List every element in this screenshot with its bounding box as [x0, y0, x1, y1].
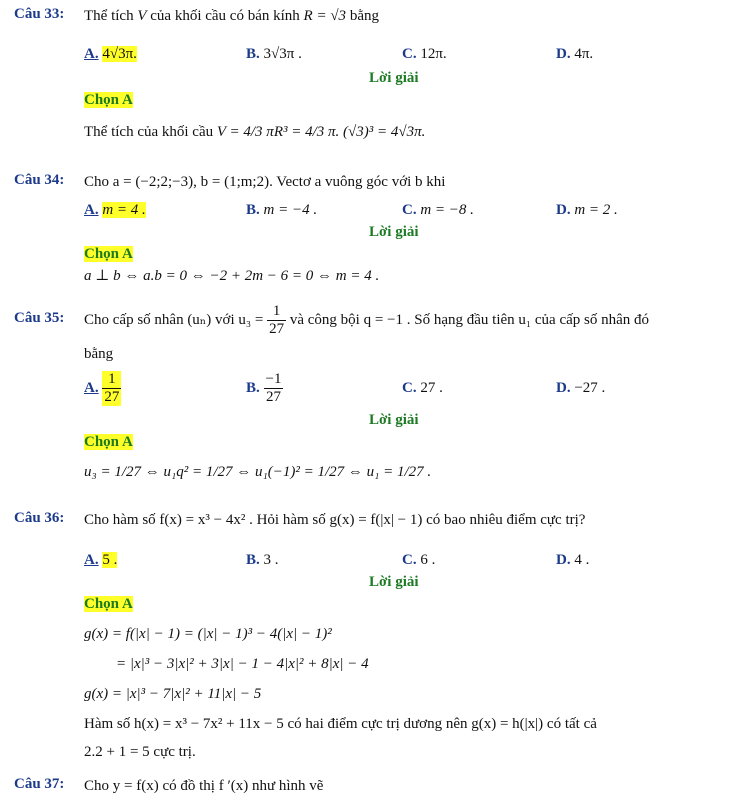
q36-solution-line-3: g(x) = |x|³ − 7|x|² + 11|x| − 5: [84, 686, 262, 702]
q35-answer: Chọn A: [84, 434, 133, 450]
question-35-stem: Cho cấp số nhân (uₙ) với u₃ = $\frac{1}{27}$ và công bội q = −1 . Số hạng đầu tiên u₁ của cấp số nhân đó: [84, 303, 650, 338]
question-35-stem-cont: bằng: [84, 346, 114, 362]
q33-option-c[interactable]: C. 12π.: [402, 46, 447, 62]
question-35-label: Câu 35:: [14, 310, 65, 326]
q34-solution-heading: Lời giải: [369, 224, 419, 240]
q33-option-a[interactable]: A. 4√3π.: [84, 46, 137, 62]
q34-option-c[interactable]: C. m = −8 .: [402, 202, 474, 218]
q35-option-b[interactable]: B. $\frac{-1}{27}$: [246, 371, 282, 406]
q35-solution-heading: Lời giải: [369, 412, 419, 428]
q34-solution-formula: a ⊥ b ⇔ a.b = 0 ⇔ −2 + 2m − 6 = 0 ⇔ m = 4 .: [84, 268, 380, 284]
q35-option-d[interactable]: D. −27 .: [556, 380, 606, 396]
q36-solution-line-4: Hàm số h(x) = x³ − 7x² + 11x − 5 có hai điểm cực trị dương nên g(x) = h(|x|) có tất cả: [84, 716, 597, 732]
q33-option-b[interactable]: B. 3√3π .: [246, 46, 302, 62]
q36-solution-line-5: 2.2 + 1 = 5 cực trị.: [84, 744, 196, 760]
q34-answer: Chọn A: [84, 246, 133, 262]
q34-option-a[interactable]: A. m = 4 .: [84, 202, 146, 218]
q34-option-b[interactable]: B. m = −4 .: [246, 202, 318, 218]
q36-solution-heading: Lời giải: [369, 574, 419, 590]
q35-stem-fraction: $\frac{1}{27}$: [269, 303, 285, 338]
q35-option-a[interactable]: A. $\frac{1}{27}$: [84, 371, 120, 406]
q34-option-d[interactable]: D. m = 2 .: [556, 202, 618, 218]
question-36-stem: Cho hàm số f(x) = x³ − 4x² . Hỏi hàm số g(x) = f(|x| − 1) có bao nhiêu điểm cực trị?: [84, 512, 586, 528]
question-33-label: Câu 33:: [14, 6, 65, 22]
question-36-label: Câu 36:: [14, 510, 65, 526]
question-37-label: Câu 37:: [14, 776, 65, 792]
q36-solution-line-2: = |x|³ − 3|x|² + 3|x| − 1 − 4|x|² + 8|x| − 4: [116, 656, 369, 672]
q33-solution-heading: Lời giải: [369, 70, 419, 86]
q33-option-d[interactable]: D. 4π.: [556, 46, 594, 62]
q33-answer: Chọn A: [84, 92, 133, 108]
q36-solution-line-1: g(x) = f(|x| − 1) = (|x| − 1)³ − 4(|x| − 1)²: [84, 626, 332, 642]
question-34-label: Câu 34:: [14, 172, 65, 188]
q36-option-c[interactable]: C. 6 .: [402, 552, 436, 568]
q36-option-a[interactable]: A. 5 .: [84, 552, 118, 568]
q36-option-d[interactable]: D. 4 .: [556, 552, 590, 568]
q33-solution-text: Thể tích của khối cầu V = 4/3 πR³ = 4/3 π. (√3)³ = 4√3π.: [84, 124, 426, 140]
question-33-stem: Thể tích V của khối cầu có bán kính R = √3 bằng: [84, 8, 379, 24]
question-37-stem: Cho y = f(x) có đồ thị f ′(x) như hình vẽ: [84, 778, 324, 794]
q36-option-b[interactable]: B. 3 .: [246, 552, 279, 568]
question-34-stem: Cho a = (−2;2;−3), b = (1;m;2). Vectơ a vuông góc với b khi: [84, 174, 446, 190]
q35-solution-formula: u₃ = 1/27 ⇔ u₁q² = 1/27 ⇔ u₁(−1)² = 1/27 ⇔ u₁ = 1/27 .: [84, 464, 432, 480]
q35-option-c[interactable]: C. 27 .: [402, 380, 443, 396]
q36-answer: Chọn A: [84, 596, 133, 612]
